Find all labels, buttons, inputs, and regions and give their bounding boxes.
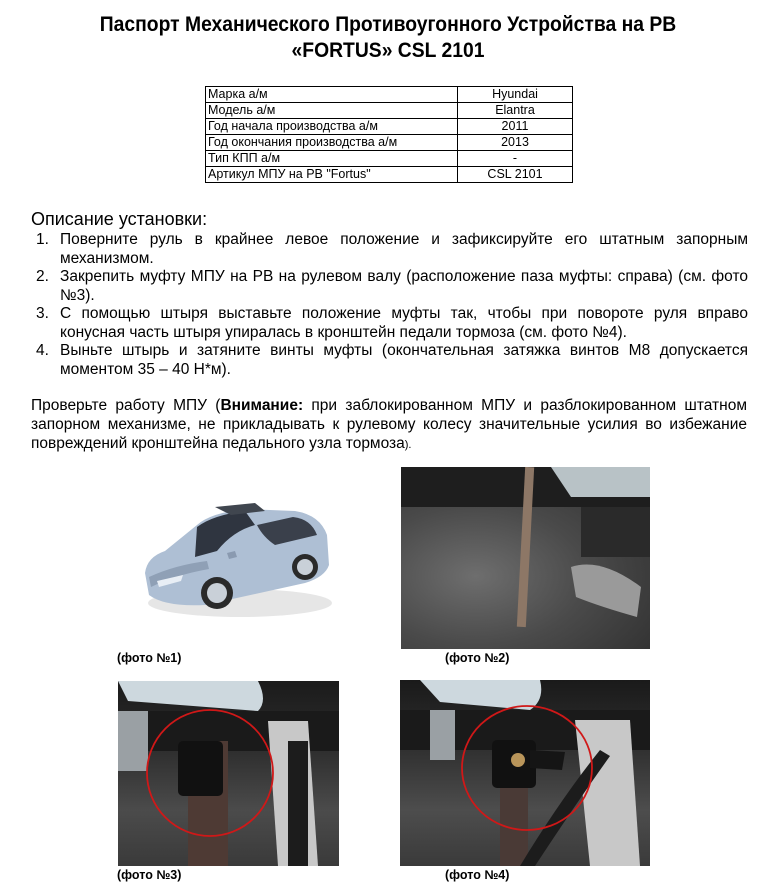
spec-label: Год окончания производства а/м xyxy=(206,135,458,151)
check-warning-paragraph xyxy=(31,396,747,455)
car-illustration-icon xyxy=(135,495,335,625)
step-number: 1. xyxy=(36,231,49,248)
spec-value: Elantra xyxy=(458,103,573,119)
spec-value: CSL 2101 xyxy=(458,167,573,183)
table-row xyxy=(206,135,573,151)
list-item xyxy=(36,305,748,342)
list-item xyxy=(36,231,748,268)
list-item xyxy=(36,342,748,379)
title-line-1: Паспорт Механического Противоугонного Устройства на РВ xyxy=(99,13,677,36)
spec-value: Hyundai xyxy=(458,87,573,103)
spec-value: 2011 xyxy=(458,119,573,135)
spec-label: Марка а/м xyxy=(206,87,458,103)
step-text: С помощью штыря выставьте положение муфты так, чтобы при повороте руля вправо конусная часть штыря упиралась в кронштейн педали тормоза (см. фото №4). xyxy=(60,305,748,341)
table-row xyxy=(206,103,573,119)
document-title xyxy=(31,12,745,64)
step-number: 3. xyxy=(36,305,49,322)
photo-3-caption: (фото №3) xyxy=(117,868,182,882)
spec-label: Модель а/м xyxy=(206,103,458,119)
warning-body: при заблокированном МПУ и разблокированном штатном запорном механизме, не прикладывать к рулевому колесу значительные усилия во избежание повреждений кронштейна педального узла тормоза xyxy=(31,397,747,452)
step-text: Выньте штырь и затяните винты муфты (окончательная затяжка винтов М8 допускается моментом 35 – 40 Н*м). xyxy=(60,342,748,378)
photo-1-car xyxy=(135,495,335,625)
vehicle-spec-table xyxy=(205,86,573,183)
pin-photo-icon xyxy=(400,680,650,866)
table-row xyxy=(206,167,573,183)
footwell-photo-icon xyxy=(401,467,650,649)
table-row xyxy=(206,119,573,135)
photo-2-steering-shaft xyxy=(401,467,650,649)
table-row xyxy=(206,87,573,103)
step-number: 4. xyxy=(36,342,49,359)
check-prefix: Проверьте работу МПУ ( xyxy=(31,397,221,414)
photo-4-pin xyxy=(400,680,650,866)
spec-value: 2013 xyxy=(458,135,573,151)
installation-heading: Описание установки: xyxy=(31,209,208,229)
installation-steps xyxy=(36,231,748,379)
table-row xyxy=(206,151,573,167)
spec-label: Год начала производства а/м xyxy=(206,119,458,135)
warning-tail: ). xyxy=(404,439,412,451)
photo-3-coupling xyxy=(118,681,339,866)
coupling-photo-icon xyxy=(118,681,339,866)
title-line-2: «FORTUS» CSL 2101 xyxy=(291,39,485,62)
step-text: Закрепить муфту МПУ на РВ на рулевом валу (расположение паза муфты: справа) (см. фото №3). xyxy=(60,268,748,304)
step-text: Поверните руль в крайнее левое положение и зафиксируйте его штатным запорным механизмом. xyxy=(60,231,748,267)
step-number: 2. xyxy=(36,268,49,285)
photo-2-caption: (фото №2) xyxy=(445,651,510,665)
photo-1-caption: (фото №1) xyxy=(117,651,182,665)
spec-label: Артикул МПУ на РВ "Fortus" xyxy=(206,167,458,183)
warning-label: Внимание: xyxy=(220,397,304,414)
photo-4-caption: (фото №4) xyxy=(445,868,510,882)
spec-label: Тип КПП а/м xyxy=(206,151,458,167)
spec-value: - xyxy=(458,151,573,167)
list-item xyxy=(36,268,748,305)
